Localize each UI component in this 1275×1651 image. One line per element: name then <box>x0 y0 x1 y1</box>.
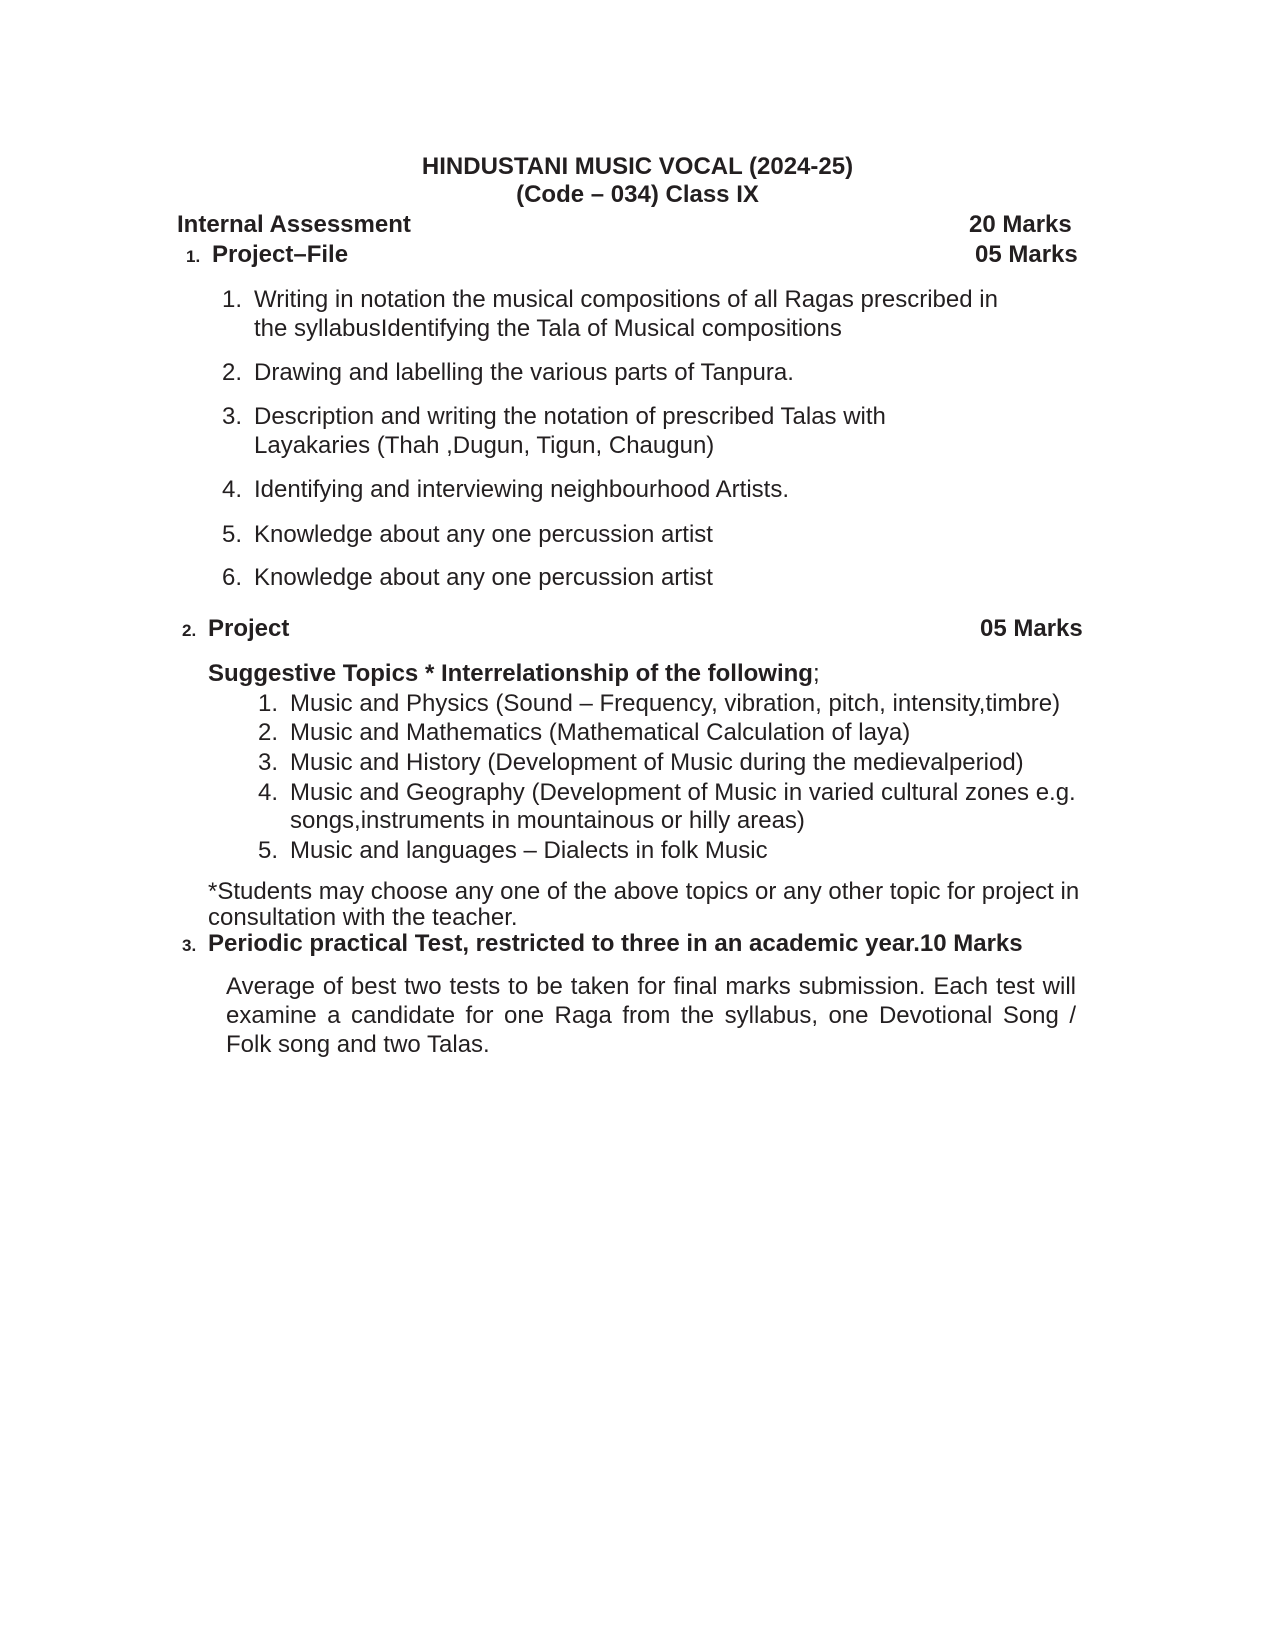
list-item-text: Description and writing the notation of prescribed Talas with <box>254 403 886 430</box>
section-title: Project–File <box>212 241 349 268</box>
list-item-text: Identifying and interviewing neighbourhood Artists. <box>254 476 790 503</box>
list-item-number: 6. <box>221 564 242 591</box>
list-item-number: 1. <box>221 286 242 313</box>
project-note: *Students may choose any one of the above topics or any other topic for project in <box>208 878 1080 905</box>
section-marks: 10 Marks <box>919 930 1023 957</box>
section-title: Periodic practical Test, restricted to three in an academic year. <box>208 930 920 957</box>
section-title: Project <box>208 615 290 642</box>
list-item-text: Music and History (Development of Music during the medievalperiod) <box>290 749 1024 776</box>
internal-assessment-label: Internal Assessment <box>177 211 411 238</box>
section-marks: 05 Marks <box>975 241 1078 268</box>
section-number: 3. <box>182 936 197 955</box>
list-item-text: Knowledge about any one percussion artist <box>254 521 713 548</box>
section-number: 2. <box>182 621 197 640</box>
list-item-text: Music and Mathematics (Mathematical Calculation of laya) <box>290 719 911 746</box>
list-item-number: 2. <box>221 359 242 386</box>
suggestive-topics-heading <box>208 659 820 689</box>
list-item-number: 3. <box>221 403 242 430</box>
project-note: consultation with the teacher. <box>208 904 518 931</box>
subheading-text: Suggestive Topics * Interrelationship of the following <box>208 660 813 687</box>
section-heading <box>182 929 1023 961</box>
list-item-text: Knowledge about any one percussion artist <box>254 564 713 591</box>
list-item-text: Music and Physics (Sound – Frequency, vibration, pitch, intensity,timbre) <box>290 690 1061 717</box>
document-subtitle: (Code – 034) Class IX <box>516 181 759 208</box>
list-item-text: Writing in notation the musical compositions of all Ragas prescribed in <box>254 286 998 313</box>
section-number: 1. <box>186 247 201 266</box>
list-item-text: songs,instruments in mountainous or hilly areas) <box>290 807 805 834</box>
list-item-text: Music and languages – Dialects in folk Music <box>290 837 768 864</box>
subheading-tail: ; <box>812 660 820 687</box>
periodic-test-paragraph: Average of best two tests to be taken for final marks submission. Each test will examine a candidate for one Raga from the syllabus, one Devotional Song / Folk song and two Talas. <box>226 973 1076 1058</box>
list-item-number: 1. <box>257 690 278 717</box>
list-item-number: 2. <box>257 719 278 746</box>
list-item-number: 3. <box>257 749 278 776</box>
list-item-text: Music and Geography (Development of Music in varied cultural zones e.g. <box>290 779 1076 806</box>
list-item-number: 5. <box>257 837 278 864</box>
section-heading <box>182 614 289 646</box>
document-title: HINDUSTANI MUSIC VOCAL (2024-25) <box>421 153 854 180</box>
list-item-text: Layakaries (Thah ,Dugun, Tigun, Chaugun) <box>254 432 715 459</box>
list-item-number: 4. <box>257 779 278 806</box>
section-marks: 05 Marks <box>980 615 1083 642</box>
list-item-text: the syllabusIdentifying the Tala of Musical compositions <box>254 315 842 342</box>
internal-assessment-marks: 20 Marks <box>969 211 1072 238</box>
section-heading <box>186 240 348 272</box>
list-item-text: Drawing and labelling the various parts of Tanpura. <box>254 359 794 386</box>
list-item-number: 4. <box>221 476 242 503</box>
list-item-number: 5. <box>221 521 242 548</box>
